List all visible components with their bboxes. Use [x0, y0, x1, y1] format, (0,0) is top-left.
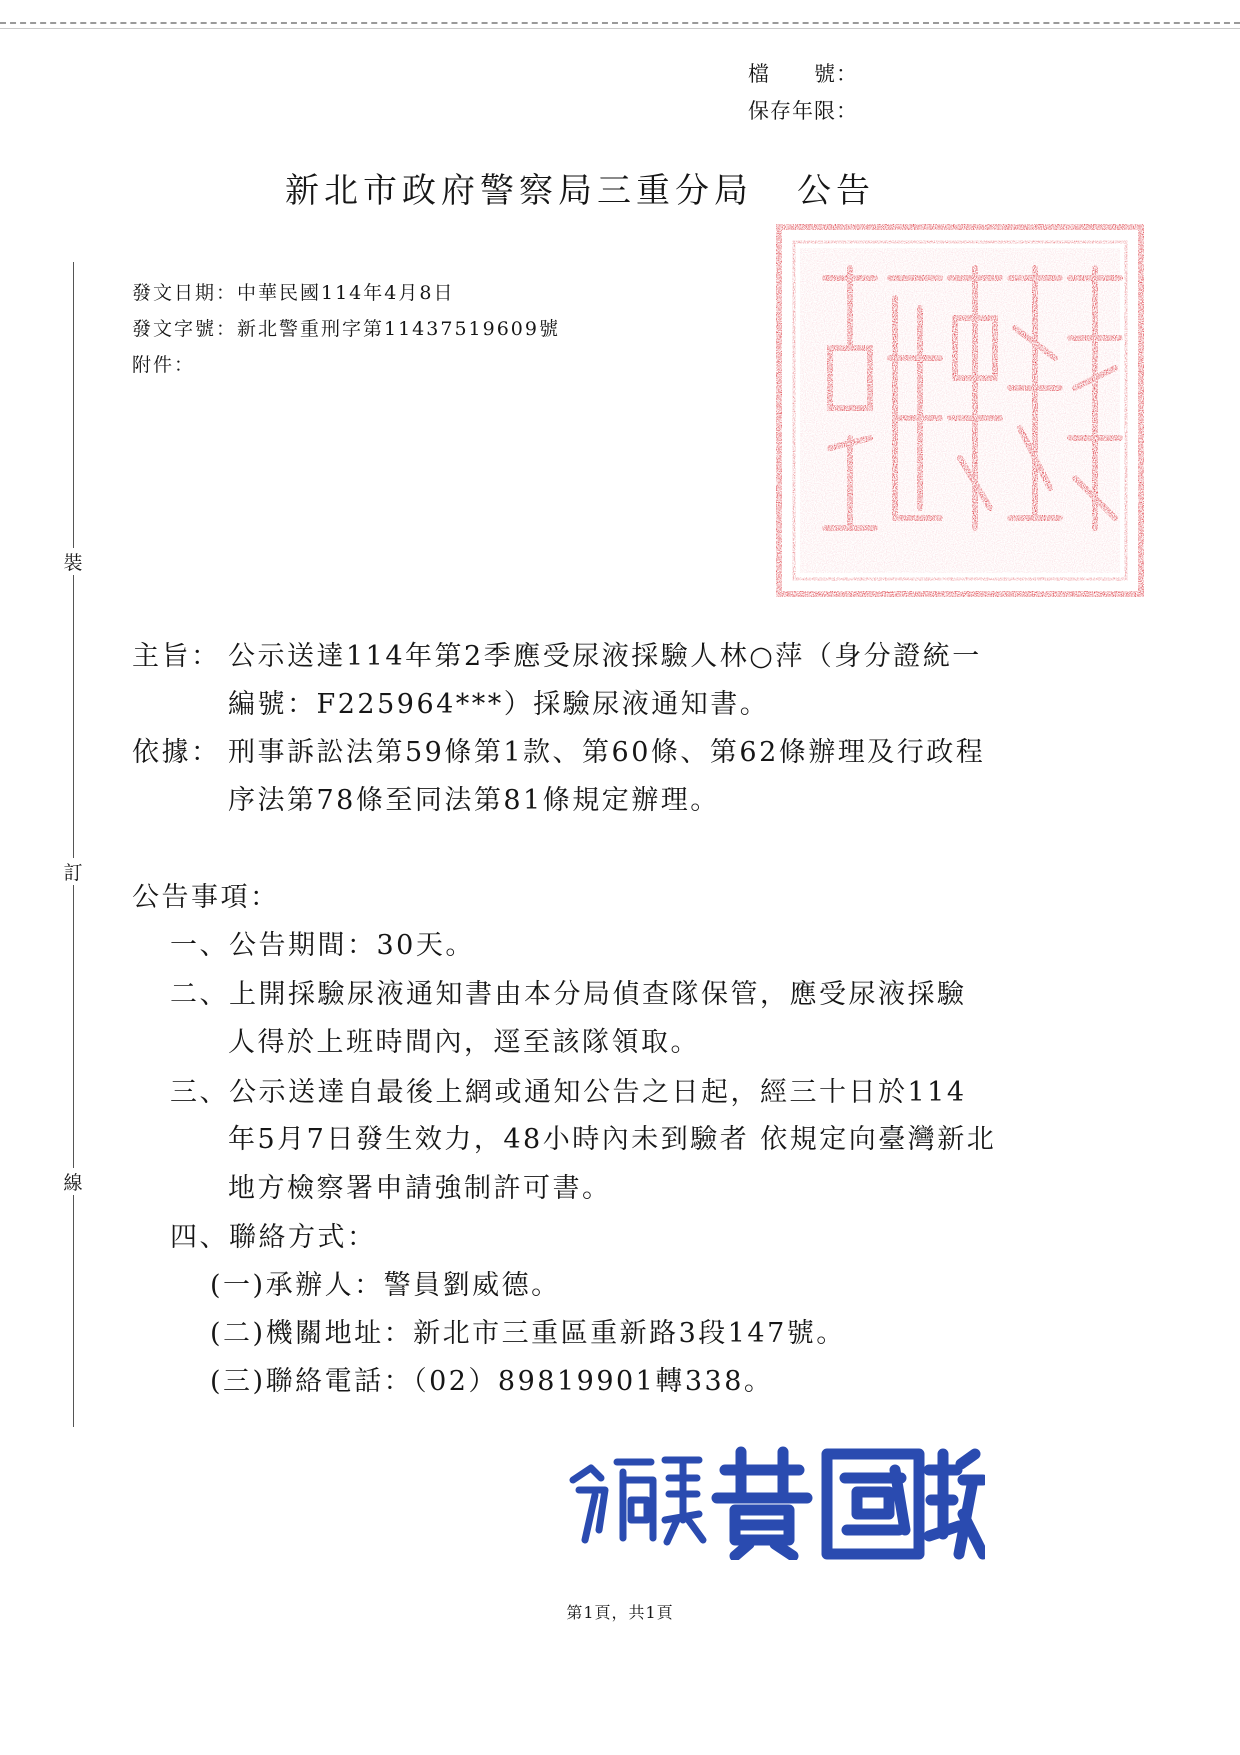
- subject-text-2: 編號：F225964***）採驗尿液通知書。: [228, 689, 770, 720]
- doc-type: 公告: [797, 171, 875, 211]
- subject-text-1: 公示送達114年第2季應受尿液採驗人林○萍（身分證統一: [228, 641, 982, 672]
- contact-address: (二)機關地址：新北市三重區重新路3段147號。: [210, 1318, 846, 1349]
- subject-label: 主旨：: [132, 641, 221, 672]
- notice-item-3-line-2: 年5月7日發生效力，48小時內未到驗者 依規定向臺灣新北: [228, 1124, 997, 1155]
- contact-phone: (三)聯絡電話：（02）89819901轉338。: [210, 1366, 774, 1397]
- retention-label: 保存年限：: [748, 99, 858, 123]
- top-rule-thin: [0, 28, 1240, 29]
- page-number: 第1頁，共1頁: [566, 1603, 674, 1622]
- signature-name-strokes: [717, 1452, 983, 1556]
- binding-line: [73, 262, 74, 1427]
- binding-mark-xian: 線: [58, 1168, 88, 1195]
- signature-text: 分局長黃國政: [565, 1440, 571, 1441]
- contact-person: (一)承辦人：警員劉威德。: [210, 1270, 561, 1301]
- notice-item-2-line-1: 二、上開採驗尿液通知書由本分局偵查隊保管，應受尿液採驗: [170, 979, 967, 1010]
- official-seal: [770, 218, 1150, 603]
- seal-ink: [776, 224, 1144, 597]
- basis-line-1: [132, 738, 985, 768]
- binding-mark-ding: 訂: [58, 858, 88, 885]
- attachment-label: 附件：: [132, 354, 196, 376]
- agency-name: 新北市政府警察局三重分局: [285, 171, 753, 211]
- page-title: [285, 163, 875, 212]
- basis-text-1: 刑事訴訟法第59條第1款、第60條、第62條辦理及行政程: [228, 737, 986, 768]
- notice-heading: 公告事項：: [132, 882, 280, 913]
- notice-item-3-line-1: 三、公示送達自最後上網或通知公告之日起，經三十日於114: [170, 1077, 967, 1108]
- notice-item-4: 四、聯絡方式：: [170, 1222, 377, 1253]
- signature-strokes: [573, 1452, 983, 1556]
- notice-item-1: 一、公告期間：30天。: [170, 930, 475, 961]
- basis-text-2: 序法第78條至同法第81條規定辦理。: [228, 785, 720, 816]
- notice-item-2-line-2: 人得於上班時間內，逕至該隊領取。: [228, 1027, 700, 1058]
- subject-line-1: [132, 642, 982, 672]
- signature-title-strokes: [573, 1460, 703, 1542]
- document-number: 發文字號：新北警重刑字第11437519609號: [132, 318, 560, 340]
- basis-label: 依據：: [132, 737, 221, 768]
- notice-item-3-line-3: 地方檢察署申請強制許可書。: [228, 1173, 612, 1204]
- signature-stamp: [565, 1440, 985, 1560]
- issue-date: 發文日期：中華民國114年4月8日: [132, 282, 455, 304]
- binding-mark-zhuang: 裝: [58, 548, 88, 575]
- top-rule: [0, 22, 1240, 24]
- file-number-label: 檔 號：: [748, 62, 858, 86]
- seal-fill: [800, 248, 1120, 573]
